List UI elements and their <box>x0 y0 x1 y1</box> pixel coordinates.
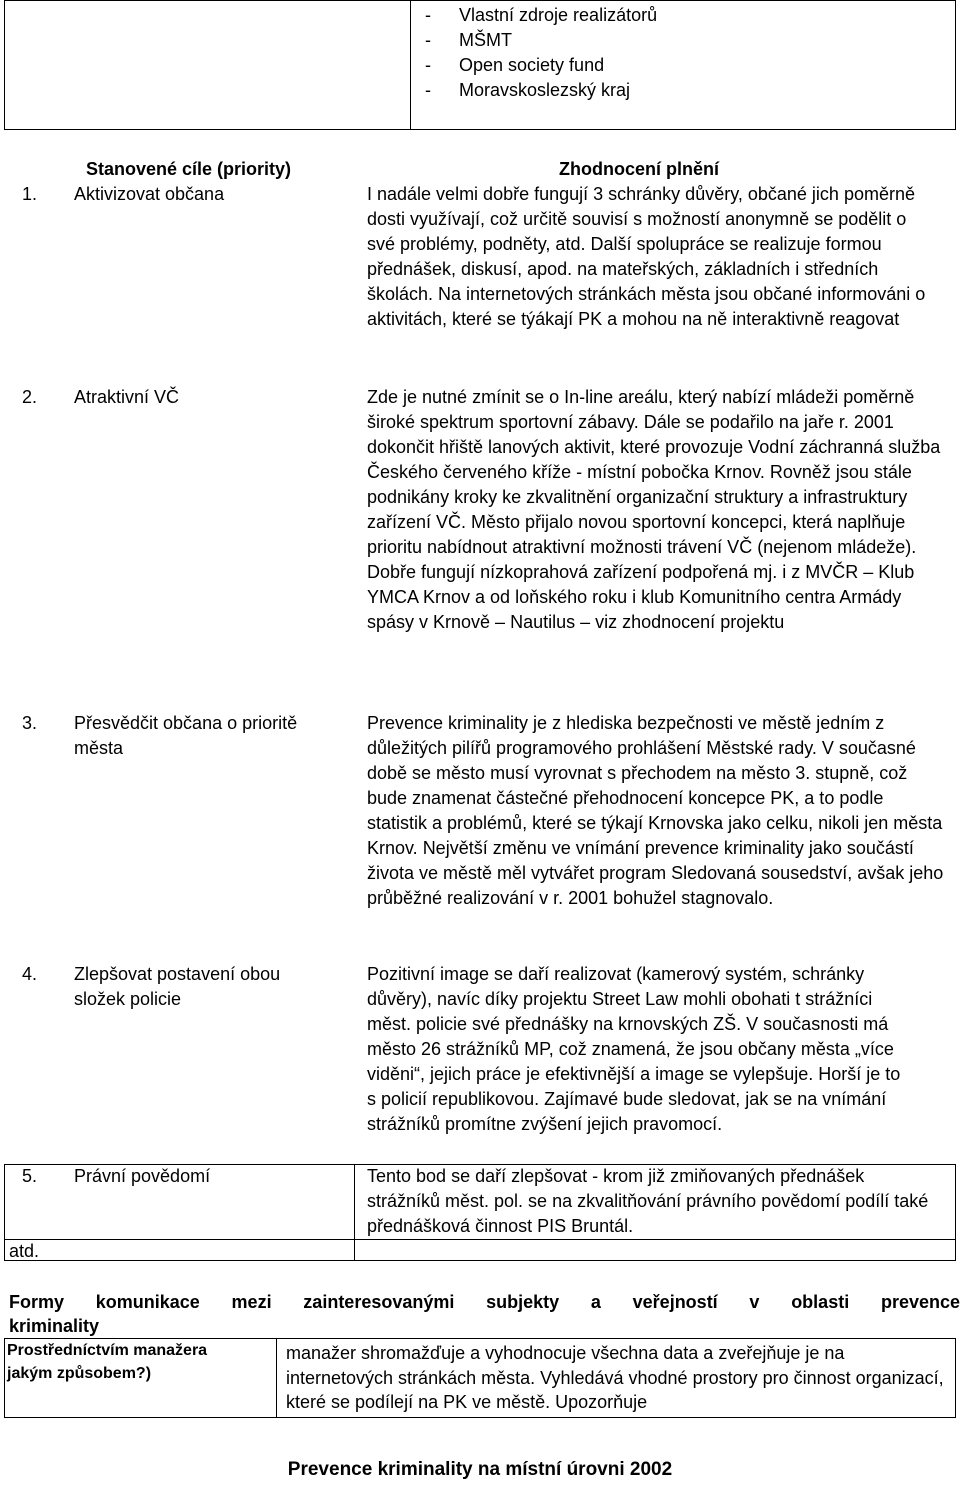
row-evaluation: Zde je nutné zmínit se o In-line areálu, který nabízí mládeži poměrně široké spektrum sportovní zábavy. Dále se podařilo na jaře r. 2001 dokončit hřiště lanových aktivit, které provozuje Vodní záchranná služba Českého červeného kříže - místní pobočka Krnov. Rovněž jsou stále podnikány kroky ke zkvalitnění organizační struktury a infrastruktury zařízení VČ. Město přijalo novou sportovní koncepci, která naplňuje prioritu nabídnout atraktivní možnosti trávení VČ (nejenom mládeže). Dobře fungují nízkoprahová zařízení podpořená mj. i z MVČR – Klub YMCA Krnov a od loňského roku i klub Komunitního centra Armády spásy v Krnově – Nautilus – viz zhodnocení projektu <box>367 387 941 632</box>
top-table-border-bottom <box>4 129 956 130</box>
funding-sources-list <box>425 3 657 103</box>
top-table-border-top <box>4 0 955 1</box>
table-border-right <box>955 1164 956 1260</box>
header-goals: Stanovené cíle (priority) <box>86 159 292 179</box>
funding-source-label: Vlastní zdroje realizátorů <box>459 5 658 25</box>
row-goal: Právní povědomí <box>74 1166 211 1186</box>
communication-heading-continued: kriminality <box>9 1316 100 1336</box>
comm-table-border-left <box>4 1338 5 1418</box>
comm-table-divider <box>276 1338 277 1418</box>
row-number: 4. <box>22 964 38 984</box>
row-number: 3. <box>22 713 38 733</box>
row-evaluation: I nadále velmi dobře fungují 3 schránky důvěry, občané jich poměrně dosti využívají, což určitě souvisí s možností anonymně se podělit o své problémy, podněty, atd. Další spolupráce se realizuje formou přednášek, diskusí, apod. na mateřských, základních i středních školách. Na internetových stránkách města jsou občané informováni o aktivitách, které se týákají PK a mohou na ně interaktivně reagovat <box>367 184 926 329</box>
table-column-divider <box>354 1164 355 1260</box>
top-table-border-right <box>955 0 956 130</box>
table-etc: atd. <box>9 1241 40 1261</box>
row-goal: Atraktivní VČ <box>74 387 180 407</box>
funding-source-item <box>425 78 657 103</box>
list-dash: - <box>425 80 431 100</box>
funding-source-item <box>425 28 657 53</box>
funding-source-label: MŠMT <box>459 30 512 50</box>
row-separator <box>4 1260 956 1261</box>
comm-description: manažer shromažďuje a vyhodnocuje všechna data a zveřejňuje je na internetových stránkách města. Vyhledává vhodné prostory pro činnost organizací, které se podílejí na PK ve městě. Upozorňuje <box>286 1343 944 1412</box>
comm-label-line1: Prostředníctvím manažera <box>7 1342 208 1359</box>
list-dash: - <box>425 30 431 50</box>
top-table-border-left <box>4 0 5 130</box>
row-separator <box>4 1239 956 1240</box>
list-dash: - <box>425 55 431 75</box>
comm-table-border-top <box>4 1338 956 1339</box>
funding-source-item <box>425 53 657 78</box>
row-evaluation: Prevence kriminality je z hlediska bezpečnosti ve městě jedním z důležitých pilířů programového prohlášení Městské rady. V současné době se město musí vyrovnat s přechodem na město 3. stupně, což bude znamenat částečné přehodnocení koncepce PK, a to podle statistik a problémů, které se týkají Krnovska jako celku, nikoli jen města Krnov. Největší změnu ve vnímání prevence kriminality jako součástí života ve městě měl vytvářet program Sledovaná sousedství, avšak jeho průběžné realizování v r. 2001 bohužel stagnovalo. <box>367 713 944 908</box>
row-separator <box>354 1213 355 1240</box>
row-number: 2. <box>22 387 38 407</box>
funding-source-label: Open society fund <box>459 55 605 75</box>
page-footer: Prevence kriminality na místní úrovni 2002 <box>287 1459 673 1480</box>
list-dash: - <box>425 5 431 25</box>
row-number: 5. <box>22 1166 38 1186</box>
row-goal: Přesvědčit občana o prioritě města <box>74 713 298 758</box>
funding-source-label: Moravskoslezský kraj <box>459 80 631 100</box>
comm-table-border-right <box>955 1338 956 1418</box>
communication-heading: Formy komunikace mezi zainteresovanými subjekty a veřejností v oblasti prevence <box>9 1292 960 1312</box>
row-evaluation: Tento bod se daří zlepšovat - krom již zmiňovaných přednášek strážníků měst. pol. se na zkvalitňování právního povědomí podílí také přednášková činnost PIS Bruntál. <box>367 1166 929 1236</box>
table-border-left <box>4 1164 5 1260</box>
row-evaluation: Pozitivní image se daří realizovat (kamerový systém, schránky důvěry), navíc díky projektu Street Law mohli obohati t strážníci měst. policie své přednášky na krnovských ZŠ. V současnosti má město 26 strážníků MP, což znamená, že jsou občany města „více viděni“, jejich práce je efektivnější a image se vylepšuje. Horší je to s policií republikovou. Zajímavé bude sledovat, jak se na vnímání strážníků promítne zvýšení jejich pravomocí. <box>367 964 901 1134</box>
comm-label-line2: jakým způsobem?) <box>7 1365 152 1382</box>
row-goal: Aktivizovat občana <box>74 184 225 204</box>
header-evaluation: Zhodnocení plnění <box>559 159 719 179</box>
top-table-divider <box>410 0 411 130</box>
funding-source-item <box>425 3 657 28</box>
row-number: 1. <box>22 184 38 204</box>
comm-table-border-bottom <box>4 1417 956 1418</box>
row-goal: Zlepšovat postavení obou složek policie <box>74 964 281 1009</box>
